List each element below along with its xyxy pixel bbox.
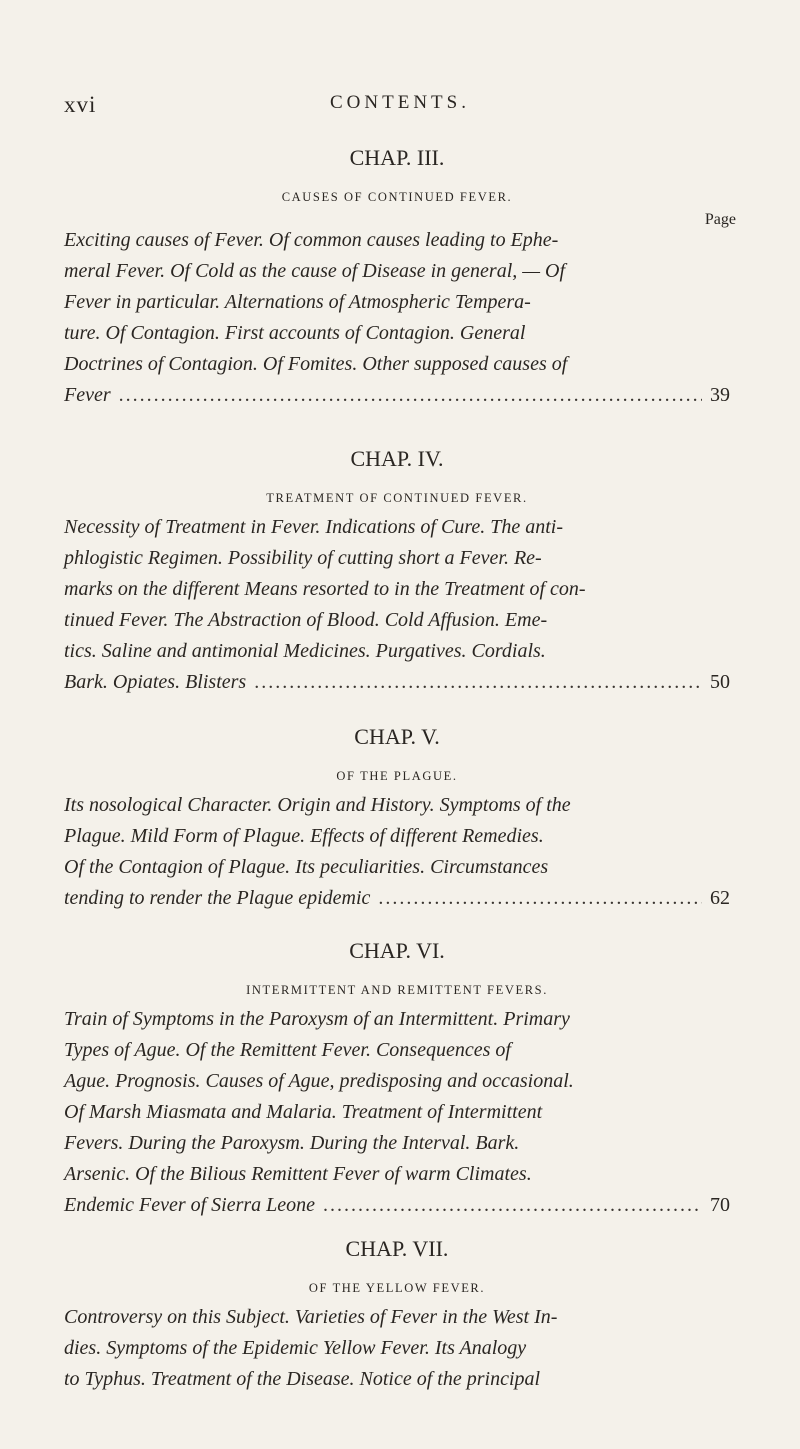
summary-line: Its nosological Character. Origin and History. Symptoms of the — [64, 794, 571, 816]
running-title: CONTENTS. — [330, 92, 470, 113]
chapter-3 — [64, 145, 736, 411]
summary-line: Arsenic. Of the Bilious Remittent Fever of warm Climates. — [64, 1163, 532, 1185]
summary-line: phlogistic Regimen. Possibility of cutting short a Fever. Re- — [64, 547, 542, 569]
summary-line: dies. Symptoms of the Epidemic Yellow Fever. Its Analogy — [64, 1337, 527, 1359]
chapter-4 — [64, 446, 730, 698]
summary-line: Train of Symptoms in the Paroxysm of an Intermittent. Primary — [64, 1008, 570, 1030]
page-number: xvi — [64, 92, 97, 117]
summary-line: Fevers. During the Paroxysm. During the Interval. Bark. — [64, 1132, 520, 1154]
chapter-5 — [64, 724, 730, 914]
chapter-subtitle: INTERMITTENT AND REMITTENT FEVERS. — [246, 983, 548, 997]
chapter-summary — [64, 1302, 730, 1395]
summary-line: meral Fever. Of Cold as the cause of Disease in general, — Of — [64, 260, 566, 282]
chapter-subtitle: CAUSES OF CONTINUED FEVER. — [281, 190, 513, 204]
dot-leader — [323, 1190, 702, 1221]
summary-line: to Typhus. Treatment of the Disease. Notice of the principal — [64, 1368, 541, 1390]
summary-line: Controversy on this Subject. Varieties of Fever in the West In- — [64, 1306, 558, 1328]
chapter-subtitle: OF THE YELLOW FEVER. — [308, 1281, 486, 1295]
chapter-summary — [64, 790, 730, 914]
chapter-title: CHAP. V. — [354, 724, 440, 749]
summary-line: tending to render the Plague epidemic — [64, 887, 371, 909]
chapter-7 — [64, 1236, 730, 1395]
summary-line: Plague. Mild Form of Plague. Effects of different Remedies. — [64, 825, 544, 847]
chapter-title: CHAP. IV. — [350, 446, 444, 471]
summary-line: Bark. Opiates. Blisters — [64, 671, 247, 693]
chapter-summary — [64, 225, 730, 411]
page-ref: 50 — [710, 671, 730, 693]
chapter-summary — [64, 512, 730, 698]
page-column-label: Page — [704, 211, 736, 228]
summary-line: Types of Ague. Of the Remittent Fever. Consequences of — [64, 1039, 511, 1061]
summary-line: Necessity of Treatment in Fever. Indications of Cure. The anti- — [64, 516, 564, 538]
dot-leader — [378, 883, 702, 914]
summary-line: Exciting causes of Fever. Of common causes leading to Ephe- — [64, 229, 559, 251]
chapter-6 — [64, 938, 730, 1221]
page-ref: 39 — [710, 384, 730, 406]
summary-line: tics. Saline and antimonial Medicines. Purgatives. Cordials. — [64, 640, 546, 662]
summary-line: Ague. Prognosis. Causes of Ague, predisposing and occasional. — [64, 1070, 574, 1092]
page-ref: 62 — [710, 887, 730, 909]
chapter-subtitle: TREATMENT OF CONTINUED FEVER. — [266, 491, 528, 505]
summary-line: Of Marsh Miasmata and Malaria. Treatment of Intermittent — [64, 1101, 543, 1123]
summary-line: Fever in particular. Alternations of Atmospheric Tempera- — [64, 291, 531, 313]
summary-line: marks on the different Means resorted to in the Treatment of con- — [64, 578, 586, 600]
chapter-title: CHAP. VII. — [345, 1236, 449, 1261]
summary-line: tinued Fever. The Abstraction of Blood. Cold Affusion. Eme- — [64, 609, 548, 631]
dot-leader — [119, 380, 702, 411]
summary-line: ture. Of Contagion. First accounts of Contagion. General — [64, 322, 526, 344]
chapter-title: CHAP. VI. — [349, 938, 445, 963]
chapter-title: CHAP. III. — [349, 145, 445, 170]
dot-leader — [254, 667, 702, 698]
chapter-summary — [64, 1004, 730, 1221]
summary-line: Fever — [64, 384, 111, 406]
summary-line: Of the Contagion of Plague. Its peculiarities. Circumstances — [64, 856, 549, 878]
summary-line: Endemic Fever of Sierra Leone — [64, 1194, 316, 1216]
page-ref: 70 — [710, 1194, 730, 1216]
summary-line: Doctrines of Contagion. Of Fomites. Other supposed causes of — [64, 353, 568, 375]
chapter-subtitle: OF THE PLAGUE. — [336, 769, 458, 783]
